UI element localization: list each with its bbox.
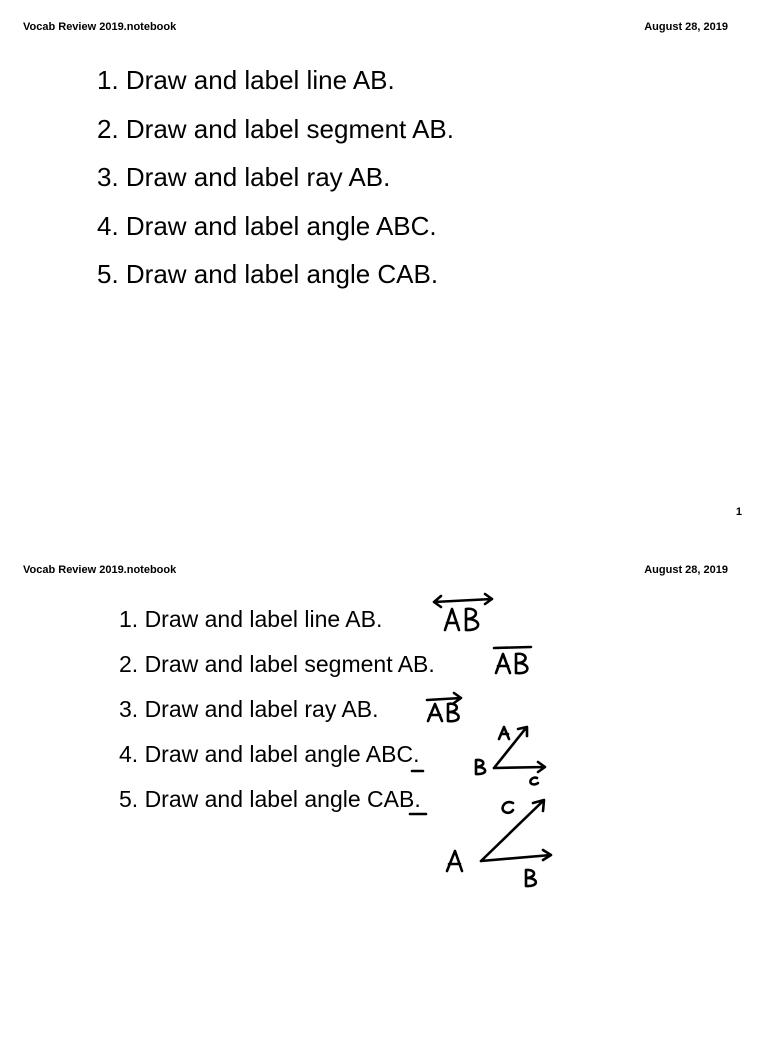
notebook-filename: Vocab Review 2019.notebook [23,21,177,33]
line-ab-notation [434,594,492,630]
label-a [447,851,462,871]
label-b [476,760,485,774]
task-list [119,603,435,828]
angle-ray-ab [481,850,551,861]
segment-bar [494,647,531,648]
task-list [97,64,454,307]
notebook-filename: Vocab Review 2019.notebook [23,564,177,576]
label-c [530,778,538,785]
task-item: 4. Draw and label angle ABC. [119,741,420,767]
line-letter-b [466,609,478,630]
segment-letter-b [516,654,527,673]
ray-letter-b [448,704,459,722]
page-number: 1 [735,506,742,518]
task-item: 1. Draw and label line AB. [97,65,395,95]
notebook-page-2 [0,543,768,1055]
task-item: 3. Draw and label ray AB. [97,162,391,192]
task-item: 2. Draw and label segment AB. [97,113,454,144]
notebook-page-1 [0,0,768,518]
segment-ab-notation [494,647,531,673]
notebook-date: August 28, 2019 [644,21,728,33]
segment-letter-a [496,654,510,673]
notebook-date: August 28, 2019 [644,564,728,576]
task-item: 1. Draw and label line AB. [119,606,383,632]
label-b [526,870,536,886]
angle-ray-ac [481,800,544,861]
double-arrow-icon [434,594,492,607]
task-item: 5. Draw and label angle CAB. [119,786,421,812]
line-letter-a [445,609,459,630]
task-item: 2. Draw and label segment AB. [119,651,435,677]
task-item: 5. Draw and label angle CAB. [97,259,439,289]
label-c [503,802,513,813]
label-a [499,727,509,739]
task-item: 3. Draw and label ray AB. [119,696,379,722]
angle-ray-bc [494,762,545,772]
task-item: 4. Draw and label angle ABC. [97,210,437,241]
angle-ray-ba [494,727,527,768]
